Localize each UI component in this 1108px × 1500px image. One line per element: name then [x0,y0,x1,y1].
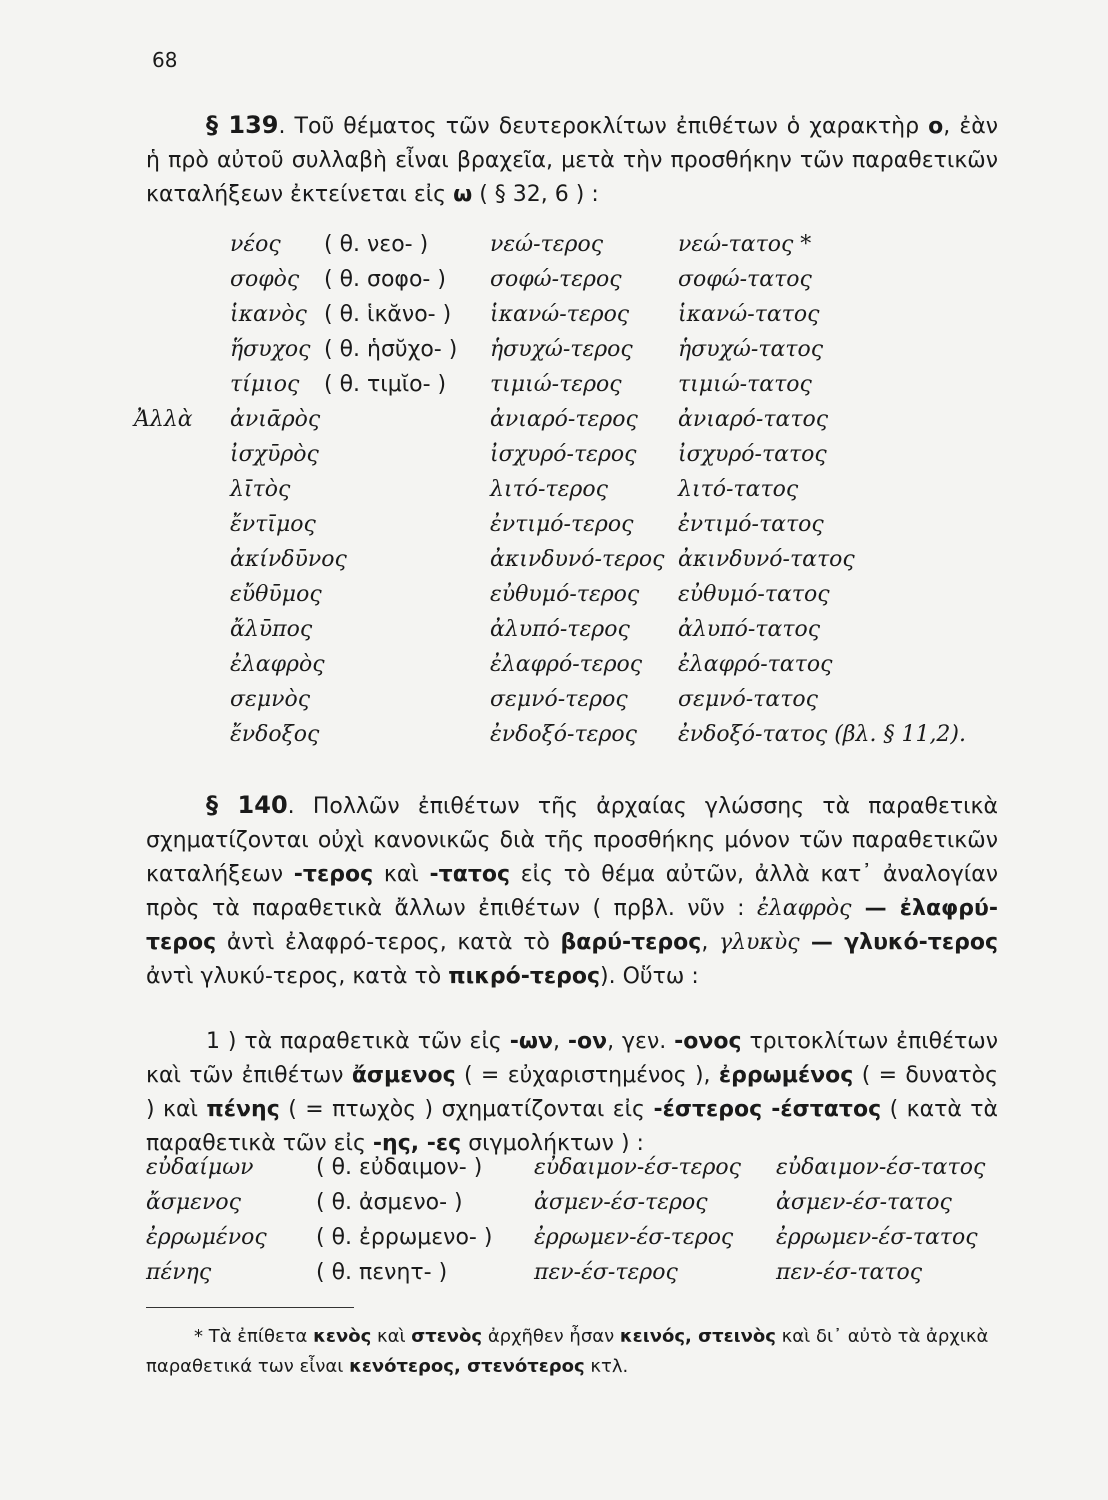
table-row [146,442,1026,477]
comparative-form: ἐρρωμεν-έσ-τερος [534,1225,734,1250]
comparative-form: νεώ-τερος [490,232,604,257]
superlative-form: ἡσυχώ-τατος [678,337,824,362]
table-row [146,1190,1046,1225]
superlative-form: ἐρρωμεν-έσ-τατος [776,1225,978,1250]
stem: ( θ. εὐδαιμον- ) [316,1155,483,1180]
superlative-form: ἐντιμό-τατος [678,512,824,537]
table-row [146,267,1026,302]
comparative-form: ἐνδοξό-τερος [490,722,637,747]
table-row [146,512,1026,547]
superlative-form: λιτό-τατος [678,477,799,502]
section-139-paragraph: § 139. Τοῦ θέματος τῶν δευτεροκλίτων ἐπιθέτων ὁ χαρακτὴρ ο, ἐὰν ἡ πρὸ αὐτοῦ συλλαβὴ εἶναι βραχεῖα, μετὰ τὴν προσθήκην τῶν παραθετικῶν καταλήξεων ἐκτείνεται εἰς ω ( § 32, 6 ) : [146,111,999,207]
stem: ( θ. ἀσμενο- ) [316,1190,463,1215]
table-row [146,477,1026,512]
comparison-table-140 [146,1155,1046,1295]
positive-form: ἄλῡπος [230,617,313,642]
table-row [146,547,1026,582]
positive-form: ἄσμενος [146,1190,241,1215]
table-row [146,1155,1046,1190]
positive-form: ἥσυχος [230,337,311,362]
comparative-form: σοφώ-τερος [490,267,622,292]
stem: ( θ. τιμῐο- ) [324,372,447,397]
table-row [146,302,1026,337]
comparative-form: ἀκινδυνό-τερος [490,547,665,572]
comparative-form: σεμνό-τερος [490,687,628,712]
superlative-form: ἀνιαρό-τατος [678,407,829,432]
superlative-form: ἀσμεν-έσ-τατος [776,1190,952,1215]
comparative-form: πεν-έσ-τερος [534,1260,678,1285]
table-row [146,617,1026,652]
table-row [146,372,1026,407]
positive-form: λῑτὸς [230,477,291,502]
stem: ( θ. σοφο- ) [324,267,446,292]
positive-form: εὔθῡμος [230,582,322,607]
superlative-form: ἐνδοξό-τατος (βλ. § 11,2). [678,722,967,747]
comparative-form: εὐθυμό-τερος [490,582,640,607]
comparative-form: ἐλαφρό-τερος [490,652,643,677]
superlative-form: σεμνό-τατος [678,687,818,712]
superlative-form: εὐδαιμον-έσ-τατος [776,1155,986,1180]
positive-form: ἀνιᾱρὸς [230,407,321,432]
point-1-paragraph: 1 ) τὰ παραθετικὰ τῶν εἰς -ων, -ον, γεν. -ονος τριτοκλίτων ἐπιθέτων καὶ τῶν ἐπιθέτων ἄσμενος ( = εὐχαριστημένος ), ἐρρωμένος ( = δυνατὸς ) καὶ πένης ( = πτωχὸς ) σχηματίζονται εἰς -έστερος -έστατος ( κατὰ τὰ παραθετικὰ τῶν εἰς -ης, -ες σιγμολήκτων ) : [146,1029,999,1156]
table-row [146,652,1026,687]
positive-form: ἱκανὸς [230,302,307,327]
comparison-table-139 [134,232,1026,757]
row-prefix: Ἀλλὰ [134,407,193,432]
table-row [146,337,1026,372]
stem: ( θ. ἡσῠχο- ) [324,337,458,362]
comparative-form: ἀλυπό-τερος [490,617,630,642]
superlative-form: ἐλαφρό-τατος [678,652,833,677]
positive-form: ἐλαφρὸς [230,652,325,677]
comparative-form: ἀσμεν-έσ-τερος [534,1190,708,1215]
comparative-form: τιμιώ-τερος [490,372,622,397]
positive-form: ἐρρωμένος [146,1225,267,1250]
footnote-rule [146,1307,354,1308]
stem: ( θ. ἐρρωμενο- ) [316,1225,493,1250]
stem: ( θ. πενητ- ) [316,1260,448,1285]
comparative-form: ἐντιμό-τερος [490,512,634,537]
superlative-form: ἰσχυρό-τατος [678,442,827,467]
positive-form: ἰσχῡρὸς [230,442,319,467]
comparative-form: λιτό-τερος [490,477,608,502]
positive-form: εὐδαίμων [146,1155,254,1180]
section-140-paragraph: § 140. Πολλῶν ἐπιθέτων τῆς ἀρχαίας γλώσσης τὰ παραθετικὰ σχηματίζονται οὐχὶ κανονικῶς διὰ τῆς προσθήκης μόνον τῶν παραθετικῶν καταλήξεων -τερος καὶ -τατος εἰς τὸ θέμα αὐτῶν, ἀλλὰ κατ᾽ ἀναλογίαν πρὸς τὰ παραθετικὰ ἄλλων ἐπιθέτων ( πρβλ. νῦν : ἐλαφρὸς — ἐλαφρύ-τερος ἀντὶ ἐλαφρό-τερος, κατὰ τὸ βαρύ-τερος, γλυκὺς — γλυκό-τερος ἀντὶ γλυκύ-τερος, κατὰ τὸ πικρό-τερος). Οὕτω : [146,791,999,989]
table-row [146,722,1026,757]
positive-form: πένης [146,1260,212,1285]
comparative-form: ἡσυχώ-τερος [490,337,633,362]
table-row [146,1225,1046,1260]
page-number: 68 [152,48,178,72]
superlative-form: εὐθυμό-τατος [678,582,830,607]
comparative-form: εὐδαιμον-έσ-τερος [534,1155,741,1180]
positive-form: σοφὸς [230,267,300,292]
table-row [146,232,1026,267]
positive-form: νέος [230,232,281,257]
table-row [146,582,1026,617]
stem: ( θ. νεο- ) [324,232,429,257]
footnote: * Τὰ ἐπίθετα κενὸς καὶ στενὸς ἀρχῆθεν ἦσαν κεινός, στεινὸς καὶ δι᾽ αὐτὸ τὰ ἀρχικὰ παραθετικά των εἶναι κενότερος, στενότερος κτλ. [146,1326,989,1377]
table-row [146,1260,1046,1295]
positive-form: ἔντῑμος [230,512,316,537]
superlative-form: ἀκινδυνό-τατος [678,547,855,572]
section-139-label: § 139 [206,111,279,139]
superlative-form: σοφώ-τατος [678,267,812,292]
section-140-label: § 140 [206,791,288,819]
comparative-form: ἀνιαρό-τερος [490,407,638,432]
positive-form: ἀκίνδῡνος [230,547,347,572]
positive-form: σεμνὸς [230,687,311,712]
positive-form: τίμιος [230,372,300,397]
superlative-form: πεν-έσ-τατος [776,1260,923,1285]
superlative-form: ἱκανώ-τατος [678,302,820,327]
comparative-form: ἰσχυρό-τερος [490,442,637,467]
stem: ( θ. ἱκᾰνο- ) [324,302,452,327]
superlative-form: τιμιώ-τατος [678,372,812,397]
table-row [134,407,1026,442]
positive-form: ἔνδοξος [230,722,320,747]
superlative-form: νεώ-τατος * [678,232,812,257]
comparative-form: ἱκανώ-τερος [490,302,630,327]
table-row [146,687,1026,722]
superlative-form: ἀλυπό-τατος [678,617,821,642]
